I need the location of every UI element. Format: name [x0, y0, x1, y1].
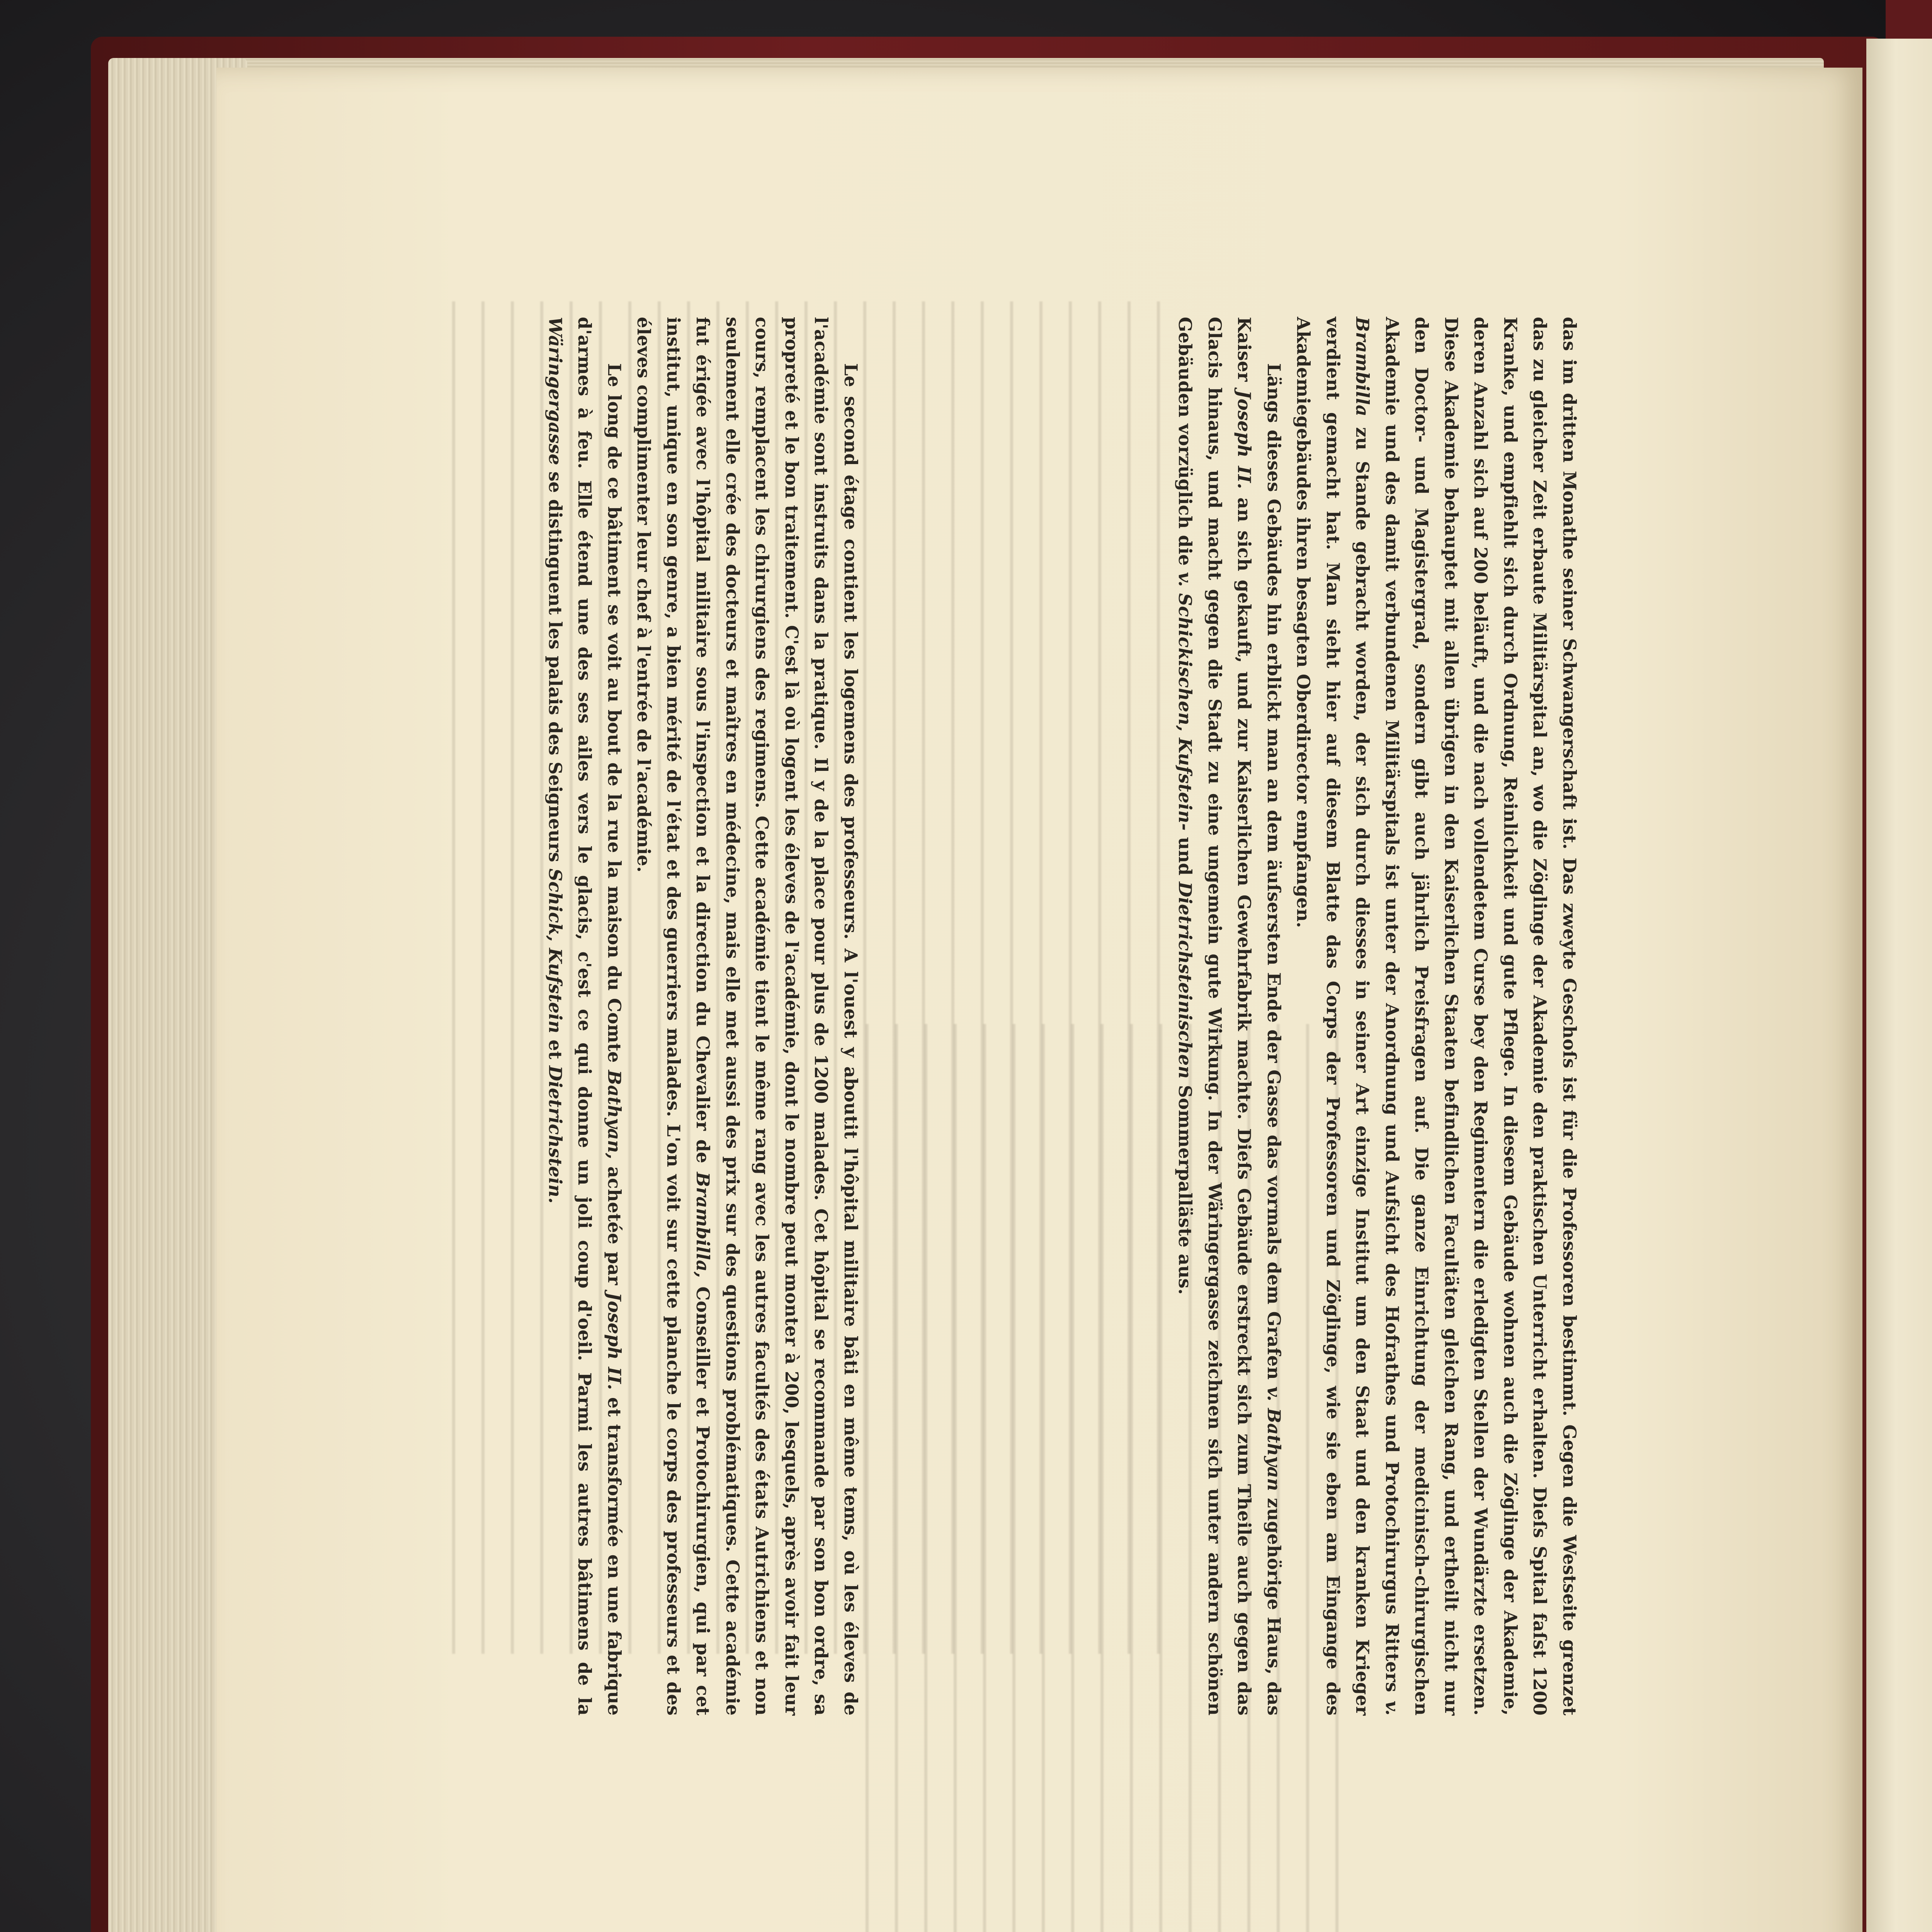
text-run: se distinguent les palais des Seigneurs: [545, 465, 566, 869]
german-paragraph: [1289, 317, 1584, 1716]
text-run: Le second étage contient les logemens des professeurs. A l'ouest y aboutit l'hôpital militaire bâti en même tems, où les éleves de l'académie sont instruits dans la pratique. Il y de la place pour plus de 1200 malades. Cet hôpital se recommande par son bon ordre, sa propreté et le bon traitement. C'est là où logent les éleves de l'académie, dont le nombre peut monter à 200, lesquels, après avoir fait leur cours, remplacent les chirurgiens des regimens. Cette académie tient le même rang avec les autres facultés des états Autrichiens et non seulement elle crée des docteurs et maîtres en médecine, mais elle met aussi des prix sur des questions problématiques. Cette académie fut érigée avec l'hôpital militaire sous l'inspection et la direction du Chevalier de: [692, 317, 861, 1716]
italic-text: Joseph II.: [604, 1292, 625, 1390]
italic-text: v. Schickischen, Kufstein-: [1175, 572, 1196, 831]
italic-text: Joseph II.: [1234, 390, 1255, 489]
text-run: achetée par: [604, 1159, 625, 1293]
facing-page-edge: [1866, 39, 1932, 1932]
german-paragraph: [1170, 317, 1289, 1716]
text-run: zugehörige Haus, das Kaiser: [1234, 317, 1284, 1716]
french-column: [309, 317, 866, 1716]
french-paragraph: [541, 317, 629, 1716]
italic-text: Schick, Kufstein: [545, 868, 566, 1034]
text-run: zu Stande gebracht worden, der sich durch diesses in seiner Art einzige Institut um den Staat und den kranken Krieger verdient gemacht hat. Man sieht hier auf diesem Blatte das Corps der Professoren und Zöglinge, wie sie eben am Eingange des Akademiegebäudes ihren besagten Oberdirector empfangen.: [1293, 317, 1373, 1716]
text-run: Sommerpalläste aus.: [1175, 1078, 1196, 1295]
italic-text: Dietrichsteinischen: [1175, 882, 1196, 1079]
italic-text: Brambilla,: [692, 1172, 714, 1278]
text-run: das im dritten Monathe seiner Schwangerschaft ist. Das zweyte Geschoſs ist für die Professoren bestimmt. Gegen die Westseite grenzet das zu gleicher Zeit erbaute Militärspital an, wo die Zöglinge der Akademie den praktischen Unterricht erhalten. Dieſs Spital faſst 1200 Kranke, und empfiehlt sich durch Ordnung, Reinlichkeit und gute Pflege. In diesem Gebäude wohnen auch die Zöglinge der Akademie, deren Anzahl sich auf 200 beläuft, und die nach vollendetem Curse bey den Regimentern die erledigten Stellen der Wundärzte ersetzen. Diese Akademie behauptet mit allen übrigen in den Kaiserlichen Staaten befindlichen Facultäten gleichen Rang, und ertheilt nicht nur den Doctor- und Magistergrad, sondern gibt auch jährlich Preisfragen auf. Die ganze Einrichtung der medicinisch-chirurgischen Akademie und des damit verbundenen Militärspitals ist unter der Anordnung und Aufsicht des Hofrathes und Protochirurgus Ritters: [1382, 317, 1580, 1716]
text-run: et: [545, 1033, 566, 1066]
text-run: und: [1175, 830, 1196, 882]
french-paragraph: [629, 317, 866, 1716]
italic-text: Bathyan,: [604, 1070, 625, 1160]
italic-text: Wäringergasse: [545, 317, 566, 465]
text-run: Längs dieses Gebäudes hin erblickt man an dem äuſsersten Ende der Gasse das vormals dem Grafen: [1264, 363, 1284, 1387]
text-run: Conseiller et Protochirurgien, qui par cet institut, unique en son genre, a bien mérité de l'état et des guerriers malades. L'on voit sur cette planche le corps des professeurs et des éleves complimenter leur chef à l'entrée de l'académie.: [633, 317, 714, 1716]
text-run: et transformée en une fabrique d'armes à feu. Elle étend une des ses ailes vers le glacis, c'est ce qui donne un joli coup d'oeil. Parmi les autres bâtimens de la: [574, 317, 625, 1716]
italic-text: Dietrichstein.: [545, 1065, 566, 1204]
rotated-text-block: [309, 317, 1584, 1716]
text-run: Le long de ce bâtiment se voit au bout de la rue la maison du Comte: [604, 363, 625, 1070]
german-column: [958, 317, 1584, 1716]
text-run: an sich gekauft, und zur Kaiserlichen Gewehrfabrik machte. Dieſs Gebäude erstreckt sich zum Theile auch gegen das Glacis hinaus, und macht gegen die Stadt zu eine ungemein gute Wirkung. In der Wäringergasse zeichnen sich unter andern schönen Gebäuden vorzüglich die: [1175, 317, 1255, 1716]
italic-text: v. Bathyan: [1264, 1386, 1284, 1491]
italic-text: v. Brambilla: [1352, 317, 1403, 1716]
